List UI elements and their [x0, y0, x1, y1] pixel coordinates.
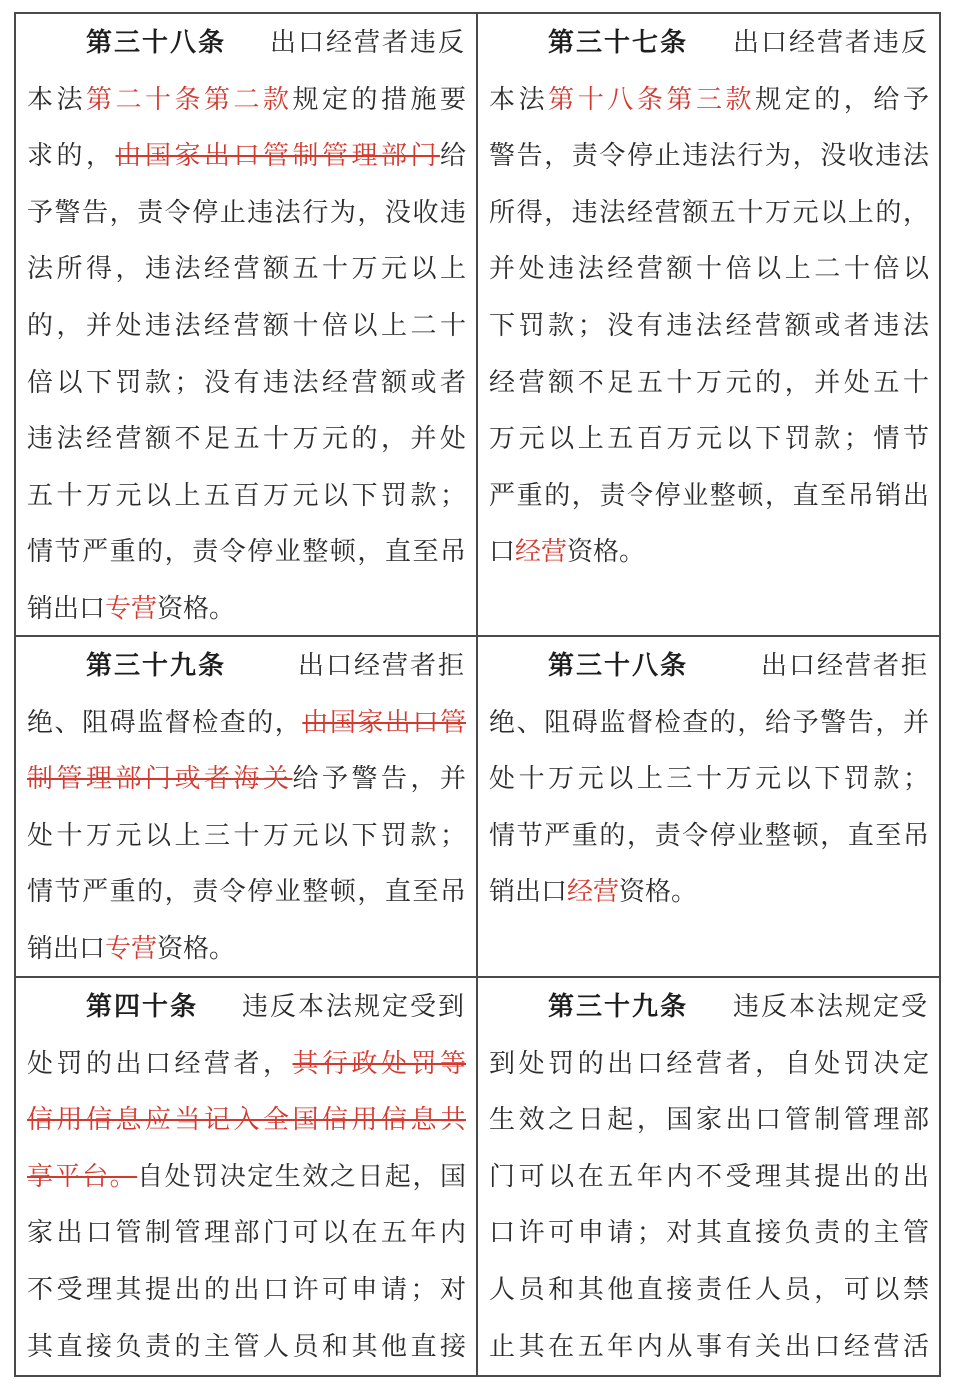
article-heading-line	[27, 15, 466, 72]
text-segment: 出口经营者拒	[760, 651, 929, 681]
text-segment: 五十万元以上五百万元以下罚款；	[27, 480, 466, 511]
text-line	[27, 581, 466, 637]
text-segment: 所得，违法经营额五十万元以上的，	[489, 197, 929, 228]
text-line	[27, 298, 466, 355]
text-segment: 家出口管制管理部门可以在五年内	[27, 1218, 466, 1249]
text-line	[489, 524, 929, 581]
text-segment: 倍以下罚款；没有违法经营额或者	[27, 367, 466, 398]
text-segment: 绝、阻碍监督检查的，	[27, 707, 303, 738]
changed-text: 第二十条第二款	[86, 84, 293, 115]
text-segment: 销出口	[489, 877, 568, 908]
left-article-cell	[16, 978, 478, 1377]
article-number: 第三十八条	[548, 651, 689, 681]
text-segment: 人员和其他直接责任人员，可以禁	[489, 1274, 929, 1305]
text-line	[27, 72, 466, 129]
deleted-text: 由国家出口管制管理部门	[115, 141, 440, 172]
text-segment: 绝、阻碍监督检查的，给予警告，并	[489, 707, 929, 738]
deleted-text: 享平台。	[27, 1161, 138, 1192]
text-segment: 警告，责令停止违法行为，没收违法	[489, 141, 929, 172]
right-article-cell	[478, 637, 941, 978]
text-segment: 规定的，给予	[755, 84, 929, 115]
text-line	[27, 695, 466, 752]
text-segment: 出口经营者拒	[297, 651, 466, 681]
text-segment: 法所得，违法经营额五十万元以上	[27, 254, 466, 285]
changed-text: 经营	[567, 877, 620, 908]
right-article-cell	[478, 14, 941, 637]
text-segment: 处罚的出口经营者，	[27, 1048, 293, 1079]
changed-text: 经营	[515, 537, 568, 568]
article-number: 第三十九条	[548, 992, 689, 1022]
text-line	[27, 1205, 466, 1262]
text-segment: 本法	[489, 84, 549, 115]
text-line	[27, 808, 466, 865]
left-article-cell	[16, 14, 478, 637]
left-article-cell	[16, 637, 478, 978]
text-segment: 出口经营者违反	[269, 28, 466, 58]
text-segment: 资格。	[619, 877, 698, 908]
text-line	[27, 1036, 466, 1093]
text-line	[27, 468, 466, 525]
article-heading-line	[489, 979, 929, 1036]
text-segment: 下罚款；没有违法经营额或者违法	[489, 310, 929, 341]
text-line	[27, 864, 466, 921]
text-line	[489, 241, 929, 298]
article-number: 第三十七条	[548, 28, 689, 58]
text-line	[27, 1262, 466, 1319]
text-segment: 出口经营者违反	[732, 28, 929, 58]
text-segment: 的，并处违法经营额十倍以上二十	[27, 310, 466, 341]
text-segment: 销出口	[27, 933, 106, 964]
text-line	[489, 1319, 929, 1376]
text-segment: 严重的，责令停业整顿，直至吊销出	[489, 480, 929, 511]
table-row	[16, 978, 941, 1377]
text-segment: 处十万元以上三十万元以下罚款；	[489, 764, 929, 795]
text-segment: 并处违法经营额十倍以上二十倍以	[489, 254, 929, 285]
text-segment: 万元以上五百万元以下罚款；情节	[489, 424, 929, 455]
text-segment: 处十万元以上三十万元以下罚款；	[27, 820, 466, 851]
text-segment: 资格。	[157, 593, 236, 624]
text-line	[489, 1262, 929, 1319]
text-line	[27, 751, 466, 808]
text-segment: 口	[489, 537, 516, 568]
text-segment: 口许可申请；对其直接负责的主管	[489, 1218, 929, 1249]
text-segment: 不受理其提出的出口许可申请；对	[27, 1274, 466, 1305]
text-segment: 生效之日起，国家出口管制管理部	[489, 1105, 929, 1136]
text-segment: 经营额不足五十万元的，并处五十	[489, 367, 929, 398]
text-segment: 违反本法规定受	[732, 992, 929, 1022]
text-segment: 销出口	[27, 593, 106, 624]
changed-text: 专营	[105, 933, 158, 964]
comparison-table	[14, 12, 941, 1377]
article-heading-line	[27, 638, 466, 695]
text-line	[27, 241, 466, 298]
text-segment: 情节严重的，责令停业整顿，直至吊	[27, 877, 466, 908]
text-segment: 情节严重的，责令停业整顿，直至吊	[27, 537, 466, 568]
text-segment: 资格。	[157, 933, 236, 964]
text-line	[489, 185, 929, 242]
text-line	[489, 468, 929, 525]
text-segment: 求的，	[27, 141, 116, 172]
text-line	[489, 1092, 929, 1149]
article-heading-line	[489, 638, 929, 695]
article-number: 第四十条	[86, 992, 199, 1022]
text-segment: 自处罚决定生效之日起，国	[137, 1161, 466, 1192]
article-number: 第三十九条	[86, 651, 227, 681]
text-segment: 给予警告，并	[292, 764, 466, 795]
text-segment: 规定的措施要	[292, 84, 466, 115]
text-line	[489, 751, 929, 808]
text-segment: 本法	[27, 84, 86, 115]
text-line	[27, 1092, 466, 1149]
text-line	[27, 355, 466, 412]
text-line	[489, 1036, 929, 1093]
text-line	[489, 128, 929, 185]
text-line	[489, 808, 929, 865]
text-segment: 止其在五年内从事有关出口经营活	[489, 1331, 929, 1362]
text-line	[27, 185, 466, 242]
text-line	[27, 1149, 466, 1206]
text-line	[27, 128, 466, 185]
article-heading-line	[27, 979, 466, 1036]
text-line	[489, 864, 929, 921]
text-line	[489, 298, 929, 355]
text-segment: 门可以在五年内不受理其提出的出	[489, 1161, 929, 1192]
text-segment: 资格。	[567, 537, 646, 568]
text-line	[489, 72, 929, 129]
deleted-text: 由国家出口管	[302, 707, 466, 738]
text-line	[27, 1319, 466, 1376]
deleted-text: 制管理部门或者海关	[27, 764, 293, 795]
right-article-cell	[478, 978, 941, 1377]
text-segment: 予警告，责令停止违法行为，没收违	[27, 197, 466, 228]
table-row	[16, 637, 941, 978]
changed-text: 专营	[105, 593, 158, 624]
text-segment: 到处罚的出口经营者，自处罚决定	[489, 1048, 929, 1079]
article-number: 第三十八条	[86, 28, 227, 58]
text-line	[489, 1149, 929, 1206]
text-segment: 违反本法规定受到	[241, 992, 466, 1022]
text-line	[27, 524, 466, 581]
deleted-text: 信用信息应当记入全国信用信息共	[27, 1105, 466, 1136]
text-segment: 情节严重的，责令停业整顿，直至吊	[489, 820, 929, 851]
deleted-text: 其行政处罚等	[292, 1048, 466, 1079]
table-row	[16, 14, 941, 637]
text-line	[27, 921, 466, 978]
text-line	[489, 355, 929, 412]
text-segment: 违法经营额不足五十万元的，并处	[27, 424, 466, 455]
article-heading-line	[489, 15, 929, 72]
text-segment: 给	[439, 141, 466, 172]
text-line	[27, 411, 466, 468]
text-segment: 其直接负责的主管人员和其他直接	[27, 1331, 466, 1362]
changed-text: 第十八条第三款	[548, 84, 756, 115]
text-line	[489, 411, 929, 468]
text-line	[489, 695, 929, 752]
text-line	[489, 1205, 929, 1262]
